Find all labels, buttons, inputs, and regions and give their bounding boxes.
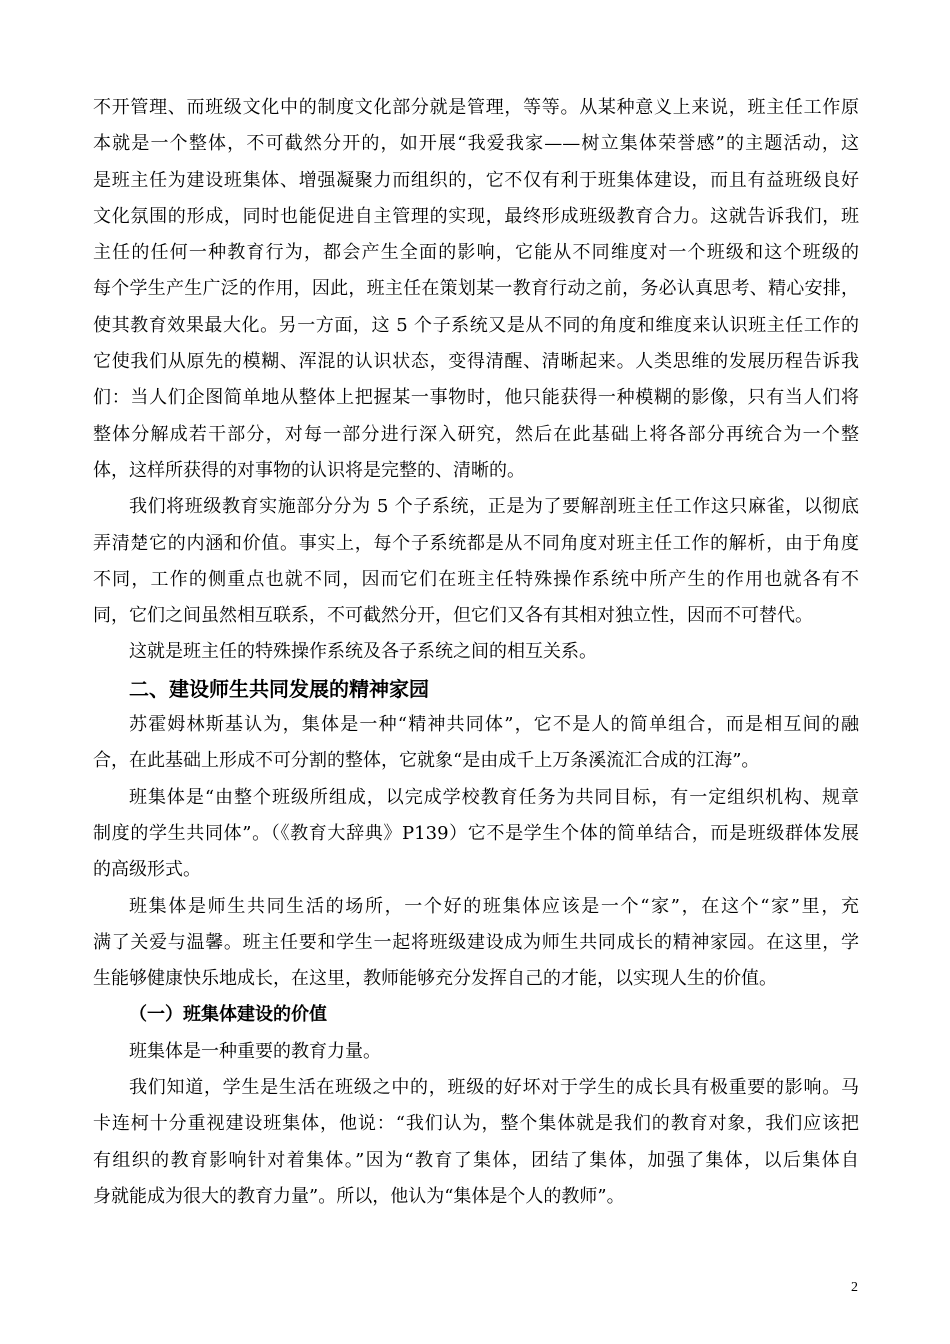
- text-line: 本就是一个整体，不可截然分开的，如开展“我爱我家——树立集体荣誉感”的主题活动，这: [93, 133, 859, 155]
- text-line: 主任的任何一种教育行为，都会产生全面的影响，它能从不同维度对一个班级和这个班级的: [93, 242, 859, 264]
- text-line: 是班主任为建设班集体、增强凝聚力而组织的，它不仅有利于班集体建设，而且有益班级良好: [93, 169, 859, 191]
- text-line: 身就能成为很大的教育力量”。所以，他认为“集体是个人的教师”。: [93, 1185, 625, 1207]
- text-line: 制度的学生共同体”。（《教育大辞典》P139）它不是学生个体的简单结合，而是班级群体发展: [93, 822, 859, 844]
- text-line: 有组织的教育影响针对着集体。”因为“教育了集体，团结了集体，加强了集体，以后集体自: [93, 1149, 859, 1171]
- text-line: 这就是班主任的特殊操作系统及各子系统之间的相互关系。: [129, 641, 597, 663]
- text-line: 每个学生产生广泛的作用，因此，班主任在策划某一教育行动之前，务必认真思考、精心安排，: [93, 278, 859, 300]
- text-line: 我们知道，学生是生活在班级之中的，班级的好坏对于学生的成长具有极重要的影响。马: [129, 1077, 859, 1099]
- text-line: 使其教育效果最大化。另一方面，这 5 个子系统又是从不同的角度和维度来认识班主任工作的: [93, 314, 859, 336]
- document-body: [93, 90, 859, 1215]
- text-line: 班集体是一种重要的教育力量。: [129, 1040, 381, 1062]
- text-line: 文化氛围的形成，同时也能促进自主管理的实现，最终形成班级教育合力。这就告诉我们，班: [93, 205, 859, 227]
- text-line: 的高级形式。: [93, 859, 201, 881]
- text-line: 班集体是“由整个班级所组成，以完成学校教育任务为共同目标，有一定组织机构、规章: [129, 786, 859, 808]
- text-line: 整体分解成若干部分，对每一部分进行深入研究，然后在此基础上将各部分再统合为一个整: [93, 423, 859, 445]
- text-line: 班集体是师生共同生活的场所，一个好的班集体应该是一个“家”，在这个“家”里，充: [129, 895, 859, 917]
- page-number: 2: [851, 1280, 858, 1295]
- text-line: 生能够健康快乐地成长，在这里，教师能够充分发挥自己的才能，以实现人生的价值。: [93, 968, 777, 990]
- text-line: 体，这样所获得的对事物的认识将是完整的、清晰的。: [93, 459, 525, 481]
- text-line: 不同，工作的侧重点也就不同，因而它们在班主任特殊操作系统中所产生的作用也就各有不: [93, 568, 859, 590]
- text-line: 同，它们之间虽然相互联系，不可截然分开，但它们又各有其相对独立性，因而不可替代。: [93, 605, 813, 627]
- text-line: 满了关爱与温馨。班主任要和学生一起将班级建设成为师生共同成长的精神家园。在这里，学: [93, 931, 859, 953]
- text-line: 们：当人们企图简单地从整体上把握某一事物时，他只能获得一种模糊的影像，只有当人们将: [93, 387, 859, 409]
- text-line: 我们将班级教育实施部分分为 5 个子系统，正是为了要解剖班主任工作这只麻雀，以彻底: [129, 496, 859, 518]
- text-line: 它使我们从原先的模糊、浑混的认识状态，变得清醒、清晰起来。人类思维的发展历程告诉我: [93, 351, 859, 373]
- text-line: 卡连柯十分重视建设班集体，他说：“我们认为，整个集体就是我们的教育对象，我们应该把: [93, 1113, 859, 1135]
- section-heading: 二、建设师生共同发展的精神家园: [129, 676, 429, 701]
- text-line: 弄清楚它的内涵和价值。事实上，每个子系统都是从不同角度对班主任工作的解析，由于角度: [93, 532, 859, 554]
- text-line: 不开管理、而班级文化中的制度文化部分就是管理，等等。从某种意义上来说，班主任工作原: [93, 97, 859, 118]
- subsection-heading: （一）班集体建设的价值: [129, 1004, 327, 1026]
- text-line: 合，在此基础上形成不可分割的整体，它就象“是由成千上万条溪流汇合成的江海”。: [93, 750, 760, 772]
- text-line: 苏霍姆林斯基认为，集体是一种“精神共同体”，它不是人的简单组合，而是相互间的融: [129, 714, 859, 736]
